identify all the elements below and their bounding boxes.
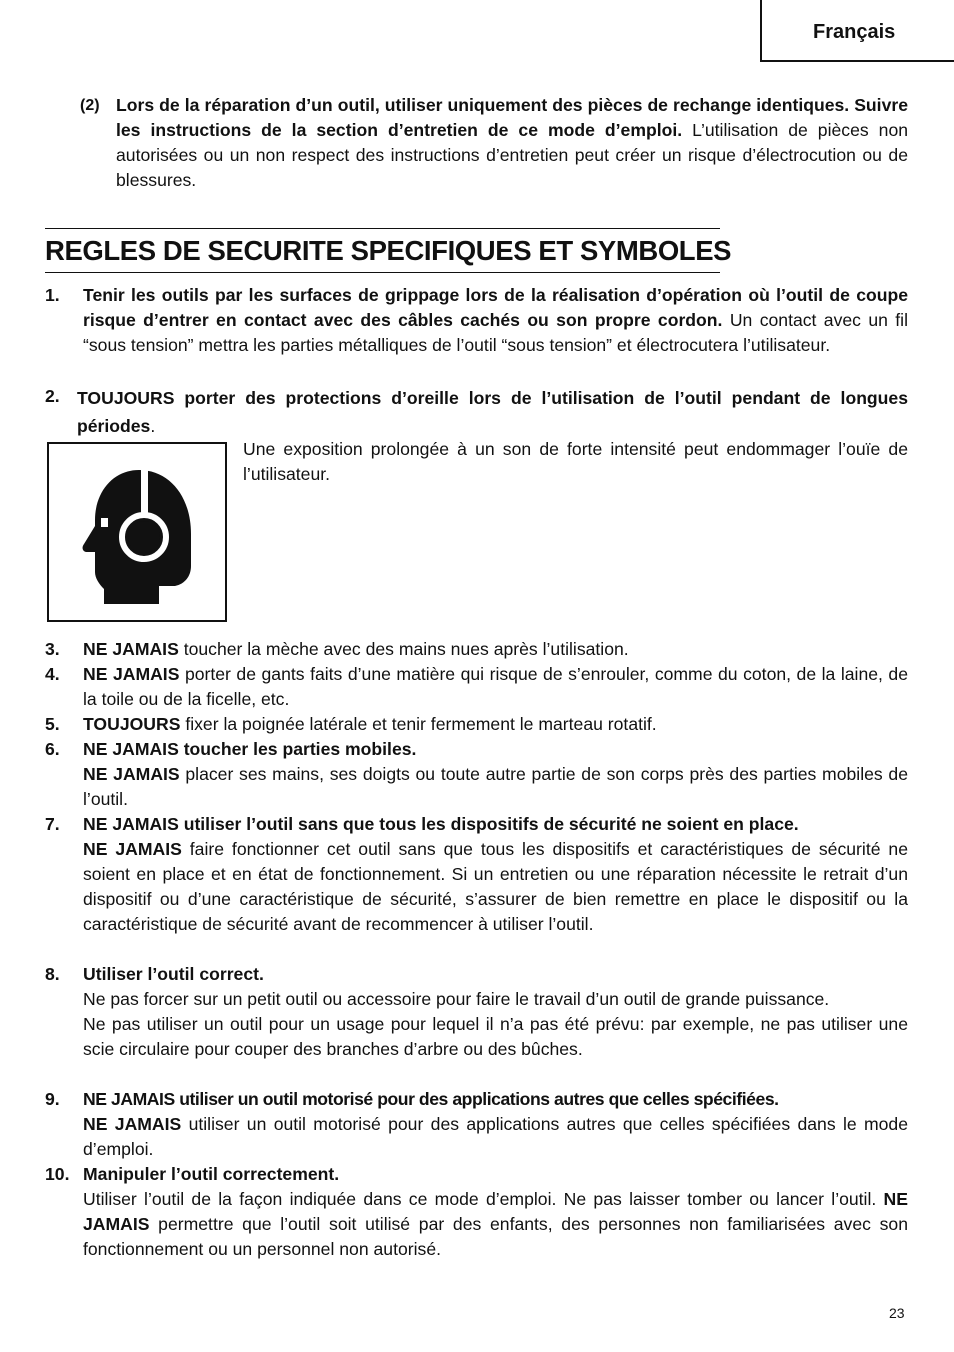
item-2-detail: Une exposition prolongée à un son de forte intensité peut endommager l’ouïe de l’utilisateur. xyxy=(243,439,908,484)
item-10-number: 10. xyxy=(45,1164,70,1184)
page-number: 23 xyxy=(889,1305,905,1321)
item-8-number: 8. xyxy=(45,964,60,984)
section-title: REGLES DE SECURITE SPECIFIQUES ET SYMBOLES xyxy=(45,235,732,266)
item-9: NE JAMAIS utiliser un outil motorisé pour des applications autres que celles spécifiées. NE JAMAIS utiliser un outil motorisé pour des applications autres que celles spécifiées dans le mode d’emploi. xyxy=(83,1089,908,1159)
item-4: NE JAMAIS porter de gants faits d’une matière qui risque de s’enrouler, comme du coton, de la laine, de la toile ou de la ficelle, etc. xyxy=(83,664,908,709)
item-2-number: 2. xyxy=(45,386,60,406)
item-5: TOUJOURS fixer la poignée latérale et tenir fermement le marteau rotatif. xyxy=(83,714,657,734)
item-1: Tenir les outils par les surfaces de grippage lors de la réalisation d’opération où l’outil de coupe risque d’entrer en contact avec des câbles cachés ou son propre cordon. Un contact avec un fil “sous tension” mettra les parties métalliques de l’outil “sous tension” et électrocutera l’utilisateur. xyxy=(83,285,908,355)
item-7-number: 7. xyxy=(45,814,60,834)
item-6-number: 6. xyxy=(45,739,60,759)
language-label: Français xyxy=(813,21,896,43)
intro-bold: Lors de la réparation d’un outil, utiliser uniquement des pièces de rechange identiques. Suivre les instructions de la section d’entretien de ce mode d’emploi xyxy=(116,95,908,140)
ear-protection-symbol xyxy=(47,442,227,622)
item-10: Manipuler l’outil correctement. Utiliser l’outil de la façon indiquée dans ce mode d’emploi. Ne pas laisser tomber ou lancer l’outil. NE JAMAIS permettre que l’outil soit utilisé par des enfants, des personnes non familiarisées avec son fonctionnement ou un personnel non autorisé. xyxy=(83,1164,908,1259)
item-7: NE JAMAIS utiliser l’outil sans que tous les dispositifs de sécurité ne soient en place. NE JAMAIS faire fonctionner cet outil sans que tous les dispositifs et caractéristiques de sécurité ne soient en place et en état de fonctionnement. Si un entretien ou une réparation nécessite le retrait d’un dispositif ou d’une caractéristique de sécurité, s’assurer de bien remettre en place le dispositif ou la caractéristique de sécurité avant de recommencer à utiliser l’outil. xyxy=(83,814,908,934)
item-6: NE JAMAIS toucher les parties mobiles. NE JAMAIS placer ses mains, ses doigts ou toute autre partie de son corps près des parties mobiles de l’outil. xyxy=(83,739,908,809)
language-tab xyxy=(760,0,954,62)
intro-paragraph: Lors de la réparation d’un outil, utiliser uniquement des pièces de rechange identiques. Suivre les instructions de la section d’entretien de ce mode d’emploi. L’utilisation de pièces non autorisées ou un non respect des instructions d’entretien peut créer un risque d’électrocution ou de blessures. xyxy=(116,95,909,190)
item-8: Utiliser l’outil correct. Ne pas forcer sur un petit outil ou accessoire pour faire le travail d’un outil de grande puissance. Ne pas utiliser un outil pour un usage pour lequel il n’a pas été prévu: par exemple, ne pas utiliser une scie circulaire pour couper des branches d’arbre ou des bûches. xyxy=(83,964,908,1059)
intro-number: (2) xyxy=(80,97,100,114)
item-1-number: 1. xyxy=(45,285,60,305)
item-4-number: 4. xyxy=(45,664,60,684)
ear-protection-icon xyxy=(49,444,224,619)
section-heading xyxy=(45,228,732,273)
item-2: TOUJOURS porter des protections d’oreille lors de l’utilisation de l’outil pendant de longues périodes. xyxy=(77,388,908,436)
item-3: NE JAMAIS toucher la mèche avec des mains nues après l’utilisation. xyxy=(83,639,629,659)
item-3-number: 3. xyxy=(45,639,60,659)
item-9-number: 9. xyxy=(45,1089,60,1109)
item-5-number: 5. xyxy=(45,714,60,734)
intro-normal: L’utilisation de pièces non autorisées ou un non respect des instructions d’entretien peut créer un risque d’électrocution ou de blessures. xyxy=(116,120,909,190)
